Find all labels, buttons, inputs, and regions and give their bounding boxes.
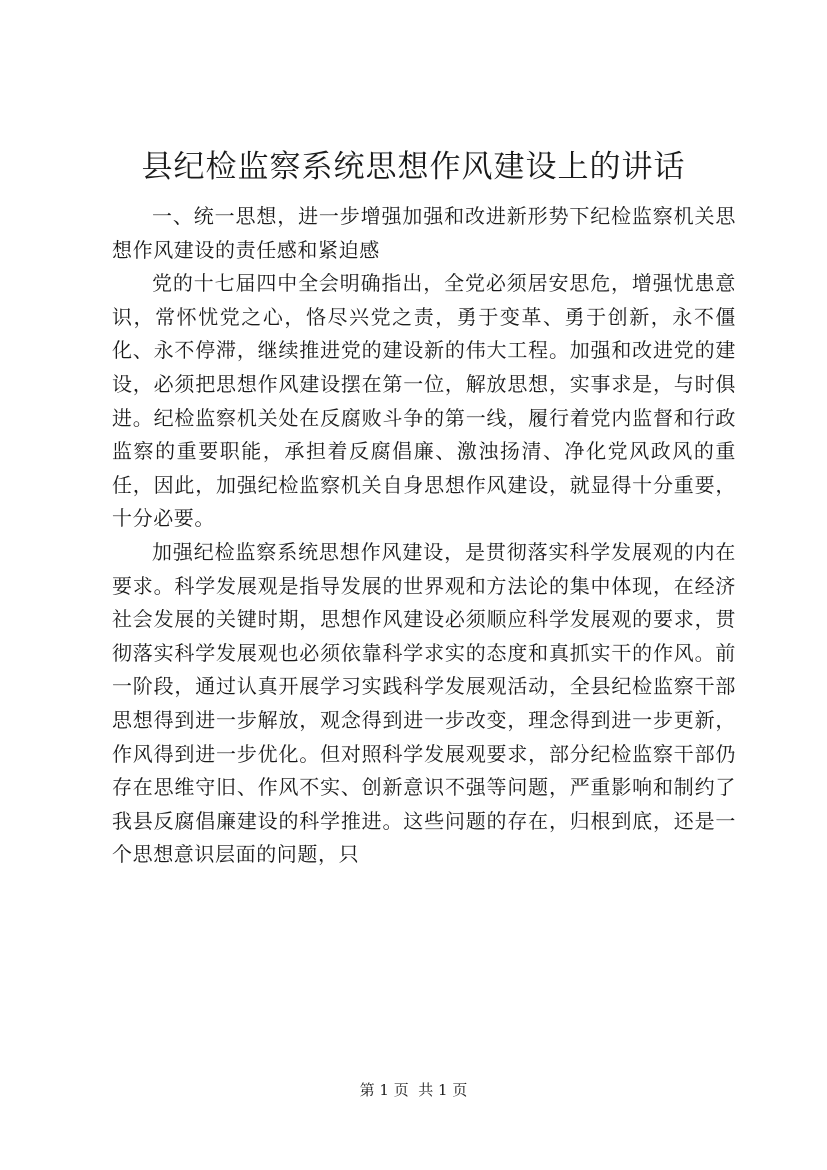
paragraph-2: 加强纪检监察系统思想作风建设，是贯彻落实科学发展观的内在要求。科学发展观是指导发展的世界观和方法论的集中体现，在经济社会发展的关键时期，思想作风建设必须顺应科学发展观的要求，贯彻落实科学发展观也必须依靠科学求实的态度和真抓实干的作风。前一阶段，通过认真开展学习实践科学发展观活动，全县纪检监察干部思想得到进一步解放，观念得到进一步改变，理念得到进一步更新，作风得到进一步优化。但对照科学发展观要求，部分纪检监察干部仍存在思维守旧、作风不实、创新意识不强等问题，严重影响和制约了我县反腐倡廉建设的科学推进。这些问题的存在，归根到底，还是一个思想意识层面的问题，只 (112, 539, 736, 867)
page-footer (0, 1080, 827, 1100)
document-body (112, 200, 736, 872)
document-title: 县纪检监察系统思想作风建设上的讲话 (141, 149, 686, 185)
paragraph-1: 党的十七届四中全会明确指出，全党必须居安思危，增强忧患意识，常怀忧党之心，恪尽兴党之责，勇于变革、勇于创新，永不僵化、永不停滞，继续推进党的建设新的伟大工程。加强和改进党的建设，必须把思想作风建设摆在第一位，解放思想，实事求是，与时俱进。纪检监察机关处在反腐败斗争的第一线，履行着党内监督和行政监察的重要职能，承担着反腐倡廉、激浊扬清、净化党风政风的重任，因此，加强纪检监察机关自身思想作风建设，就显得十分重要，十分必要。 (112, 271, 736, 531)
page-number: 第 1 页 共 1 页 (359, 1081, 468, 1099)
paragraph-section-heading: 一、统一思想，进一步增强加强和改进新形势下纪检监察机关思想作风建设的责任感和紧迫感 (112, 204, 736, 262)
